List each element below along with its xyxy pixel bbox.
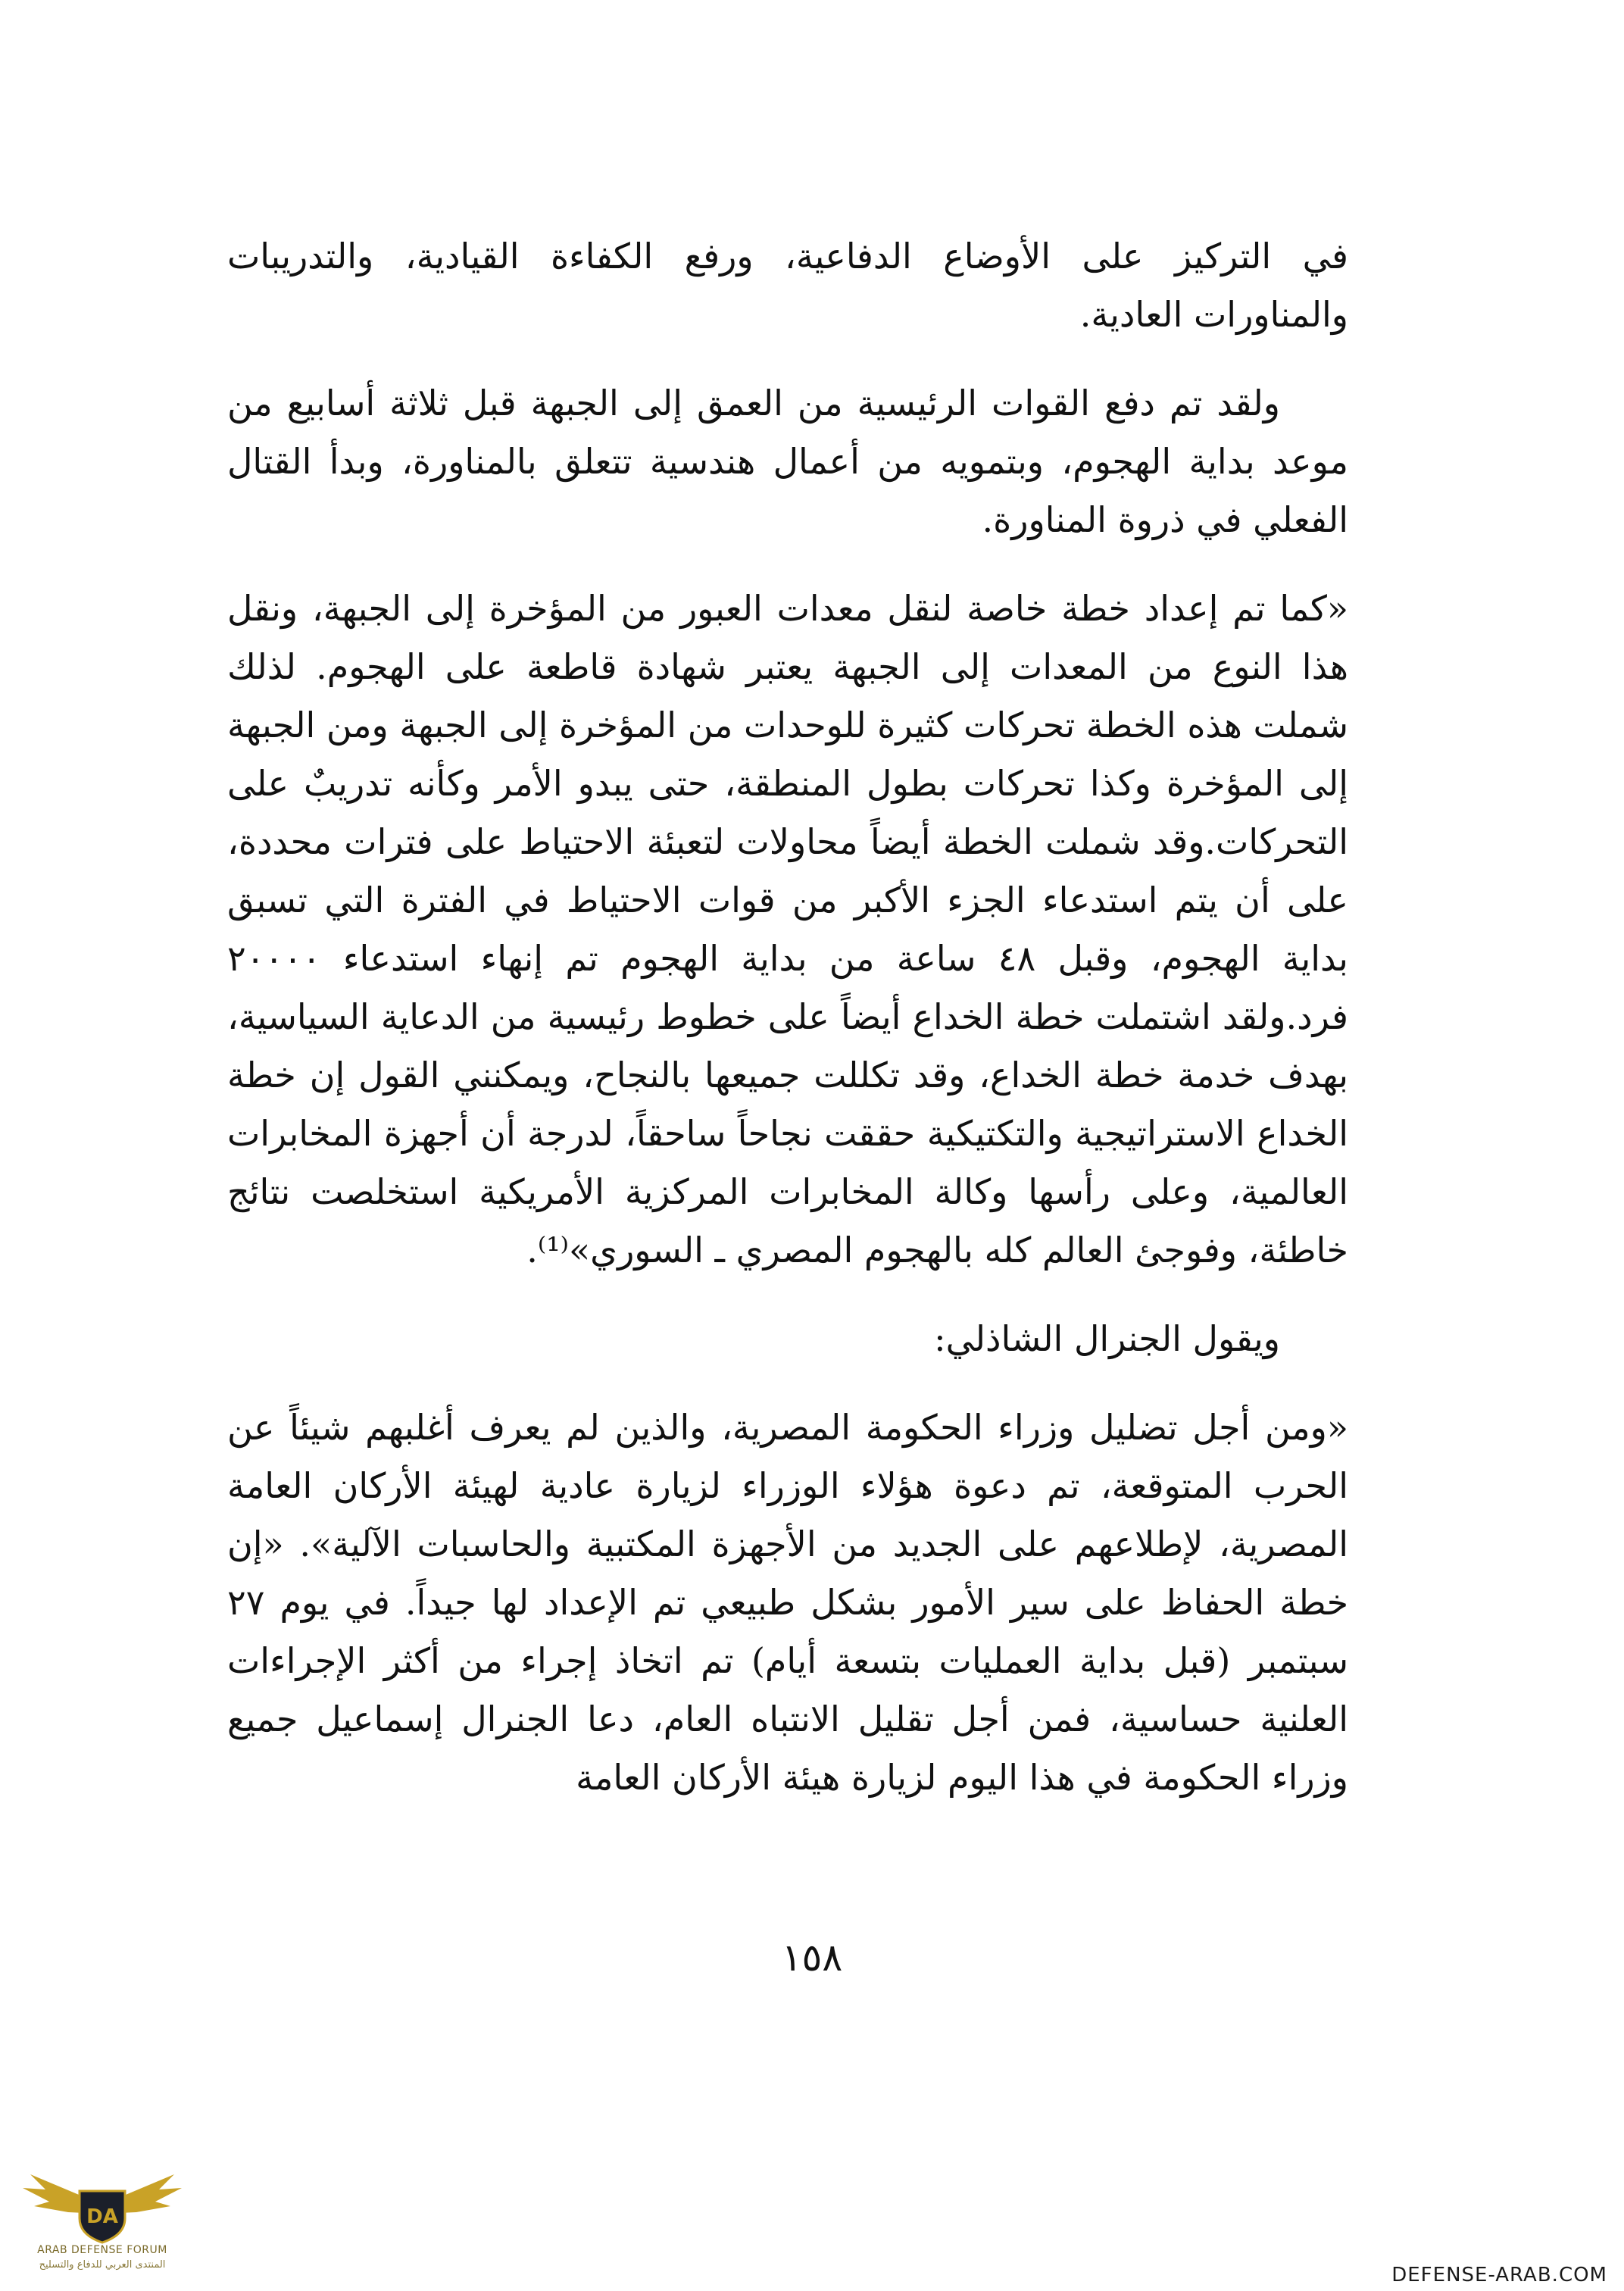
logo-name: ARAB DEFENSE FORUM (37, 2244, 167, 2256)
watermark-url: DEFENSE-ARAB.COM (1391, 2264, 1607, 2286)
page-number: ١٥٨ (781, 1936, 843, 1980)
logo-mark: DA (86, 2205, 118, 2228)
paragraph-2: ولقد تم دفع القوات الرئيسية من العمق إلى الجبهة قبل ثلاثة أسابيع من موعد بداية الهجوم، وبتمويه من أعمال هندسية تتعلق بالمناورة، وبدأ القتال الفعلي في ذروة المناورة. (227, 383, 1348, 540)
paragraph-3-quote: «كما تم إعداد خطة خاصة لنقل معدات العبور من المؤخرة إلى الجبهة، ونقل هذا النوع من المعدات إلى الجبهة يعتبر شهادة قاطعة على الهجوم. لذلك شملت هذه الخطة تحركات كثيرة للوحدات من المؤخرة إلى الجبهة ومن الجبهة إلى المؤخرة وكذا تحركات بطول المنطقة، حتى يبدو الأمر وكأنه تدريبٌ على التحركات.وقد شملت الخطة أيضاً محاولات لتعبئة الاحتياط على فترات محددة، على أن يتم استدعاء الجزء الأكبر من قوات الاحتياط في الفترة التي تسبق بداية الهجوم، وقبل ٤٨ ساعة من بداية الهجوم تم إنهاء استدعاء ٢٠٠٠٠ فرد.ولقد اشتملت خطة الخداع أيضاً على خطوط رئيسية من الدعاية السياسية، بهدف خدمة خطة الخداع، وقد تكللت جميعها بالنجاح، ويمكنني القول إن خطة الخداع الاستراتيجية والتكتيكية حققت نجاحاً ساحقاً، لدرجة أن أجهزة المخابرات العالمية، وعلى رأسها وكالة المخابرات المركزية الأمريكية استخلصت نتائج خاطئة، وفوجئ العالم كله بالهجوم المصري ـ السوري»⁽¹⁾. (227, 588, 1349, 1271)
eagle-emblem-icon (15, 2159, 189, 2244)
logo-subtitle: المنتدى العربي للدفاع والتسليح (39, 2259, 166, 2271)
forum-logo (15, 2159, 189, 2288)
paragraph-4: ويقول الجنرال الشاذلي: (934, 1318, 1280, 1359)
paragraph-1: في التركيز على الأوضاع الدفاعية، ورفع الكفاءة القيادية، والتدريبات والمناورات العادية. (227, 236, 1348, 335)
body-text (227, 227, 1348, 1837)
paragraph-5-quote: «ومن أجل تضليل وزراء الحكومة المصرية، والذين لم يعرف أغلبهم شيئاً عن الحرب المتوقعة، تم دعوة هؤلاء الوزراء لزيارة عادية لهيئة الأركان العامة المصرية، لإطلاعهم على الجديد من الأجهزة المكتبية والحاسبات الآلية». «إن خطة الحفاظ على سير الأمور بشكل طبيعي تم الإعداد لها جيداً. في يوم ٢٧ سبتمبر (قبل بداية العمليات بتسعة أيام) تم اتخاذ إجراء من أكثر الإجراءات العلنية حساسية، فمن أجل تقليل الانتباه العام، دعا الجنرال إسماعيل جميع وزراء الحكومة في هذا اليوم لزيارة هيئة الأركان العامة (227, 1407, 1348, 1798)
